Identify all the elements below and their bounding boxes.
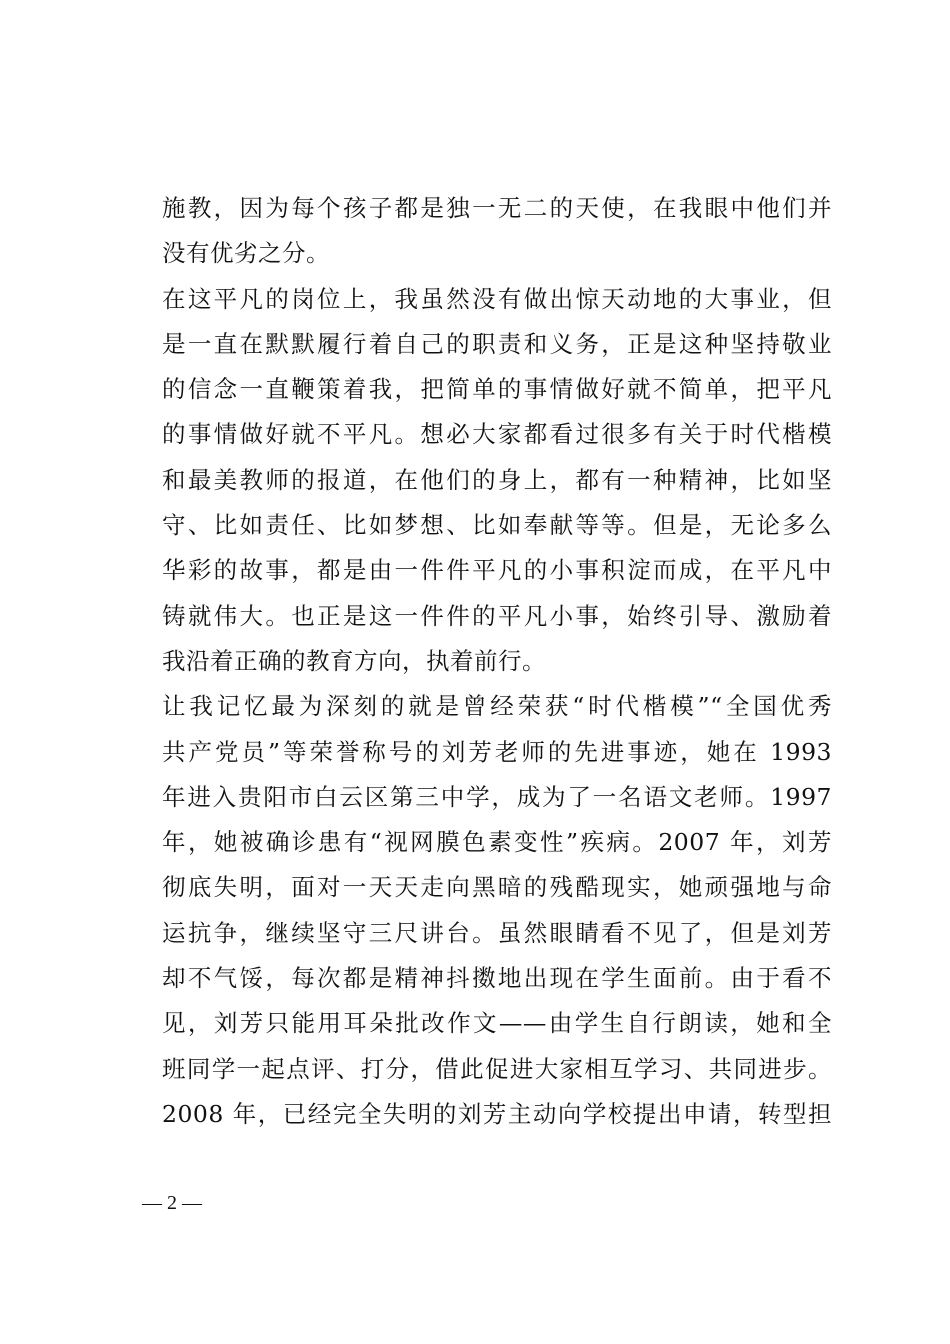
text-line: 和最美教师的报道，在他们的身上，都有一种精神，比如坚	[162, 465, 832, 494]
text-line: 我沿着正确的教育方向，执着前行。	[162, 646, 546, 675]
body-text	[162, 186, 832, 1137]
text-line: 的信念一直鞭策着我，把简单的事情做好就不简单，把平凡	[162, 375, 832, 404]
text-line: 年进入贵阳市白云区第三中学，成为了一名语文老师。1997	[162, 782, 832, 811]
text-line: 班同学一起点评、打分，借此促进大家相互学习、共同进步。	[162, 1054, 832, 1083]
page-number: — 2 —	[142, 1192, 202, 1214]
text-line: 在这平凡的岗位上，我虽然没有做出惊天动地的大事业，但	[162, 284, 832, 313]
text-line: 施教，因为每个孩子都是独一无二的天使，在我眼中他们并	[162, 194, 832, 222]
text-line: 让我记忆最为深刻的就是曾经荣获“时代楷模”“全国优秀	[162, 692, 832, 721]
text-line: 见，刘芳只能用耳朵批改作文——由学生自行朗读，她和全	[162, 1009, 832, 1038]
text-line: 守、比如责任、比如梦想、比如奉献等等。但是，无论多么	[162, 511, 832, 540]
text-line: 共产党员”等荣誉称号的刘芳老师的先进事迹，她在 1993	[162, 737, 832, 766]
text-line: 是一直在默默履行着自己的职责和义务，正是这种坚持敬业	[162, 329, 832, 358]
text-line: 运抗争，继续坚守三尺讲台。虽然眼睛看不见了，但是刘芳	[162, 918, 832, 947]
text-line: 没有优劣之分。	[162, 239, 330, 268]
text-line: 铸就伟大。也正是这一件件的平凡小事，始终引导、激励着	[162, 601, 832, 630]
text-line: 华彩的故事，都是由一件件平凡的小事积淀而成，在平凡中	[162, 556, 832, 585]
text-line: 2008 年，已经完全失明的刘芳主动向学校提出申请，转型担	[162, 1099, 832, 1128]
text-line: 彻底失明，面对一天天走向黑暗的残酷现实，她顽强地与命	[162, 873, 832, 902]
text-line: 却不气馁，每次都是精神抖擞地出现在学生面前。由于看不	[162, 964, 832, 993]
text-line: 年，她被确诊患有“视网膜色素变性”疾病。2007 年，刘芳	[162, 828, 832, 857]
text-line: 的事情做好就不平凡。想必大家都看过很多有关于时代楷模	[162, 420, 832, 449]
